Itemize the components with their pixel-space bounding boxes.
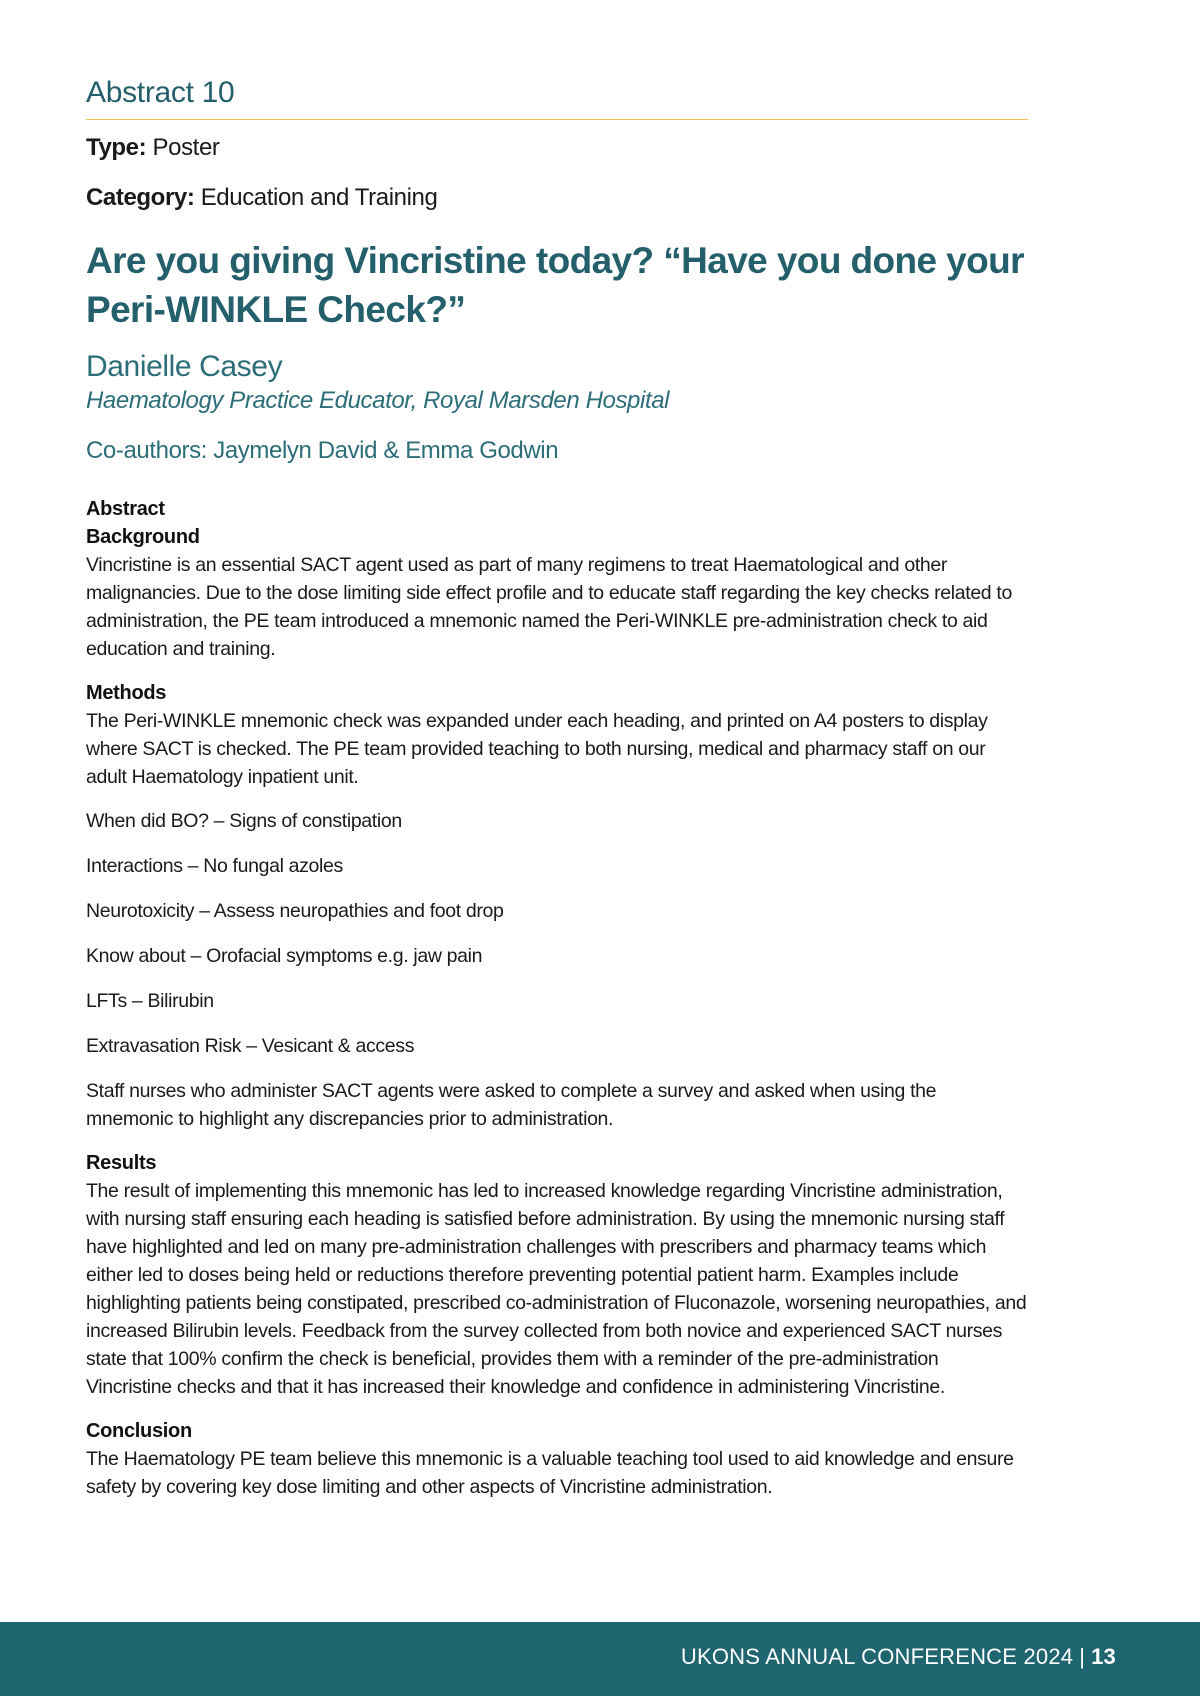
abstract-heading: Abstract (86, 498, 165, 520)
conclusion-text: The Haematology PE team believe this mnemonic is a valuable teaching tool used to aid knowledge and ensure safety by covering key dose limiting and other aspects of Vincristine administration. (86, 1448, 1014, 1498)
author-name: Danielle Casey (86, 350, 283, 383)
author-affiliation: Haematology Practice Educator, Royal Marsden Hospital (86, 387, 670, 414)
title-line-1: Are you giving Vincristine today? “Have you done your (86, 240, 1024, 281)
coauthors: Co-authors: Jaymelyn David & Emma Godwin (86, 437, 559, 464)
results-heading: Results (86, 1152, 157, 1174)
background-text: Vincristine is an essential SACT agent used as part of many regimens to treat Haematological and other malignancies. Due to the dose limiting side effect profile and to educate staff regarding the key checks related to administration, the PE team introduced a mnemonic named the Peri-WINKLE pre-administration check to aid education and training. (86, 554, 1012, 660)
page-footer (0, 1622, 1200, 1696)
abstract-title (86, 236, 1028, 334)
type-value: Poster (152, 134, 220, 161)
mnemonic-item: Interactions – No fungal azoles (86, 855, 343, 877)
conclusion-heading: Conclusion (86, 1420, 192, 1442)
footer-separator: | (1079, 1644, 1086, 1669)
footer-text (681, 1644, 1116, 1670)
category-value: Education and Training (200, 184, 438, 211)
results-text: The result of implementing this mnemonic has led to increased knowledge regarding Vincristine administration, with nursing staff ensuring each heading is satisfied before administration. By using the mnemonic nursing staff have highlighted and led on many pre-administration challenges with prescribers and pharmacy teams which either led to doses being held or reductions therefore preventing potential patient harm. Examples include highlighting patients being constipated, prescribed co-administration of Fluconazole, worsening neuropathies, and increased Bilirubin levels. Feedback from the survey collected from both novice and experienced SACT nurses state that 100% confirm the check is beneficial, provides them with a reminder of the pre-administration Vincristine checks and that it has increased their knowledge and confidence in administering Vincristine. (86, 1180, 1027, 1398)
conference-name: UKONS ANNUAL CONFERENCE 2024 (680, 1644, 1074, 1669)
category-label: Category: (86, 184, 195, 211)
mnemonic-item: Neurotoxicity – Assess neuropathies and foot drop (86, 900, 504, 922)
type-line (86, 134, 219, 162)
methods-heading: Methods (86, 682, 167, 704)
mnemonic-item: When did BO? – Signs of constipation (86, 810, 402, 832)
title-line-2: Peri-WINKLE Check?” (86, 289, 466, 330)
mnemonic-item: LFTs – Bilirubin (86, 990, 214, 1012)
type-label: Type: (86, 134, 147, 161)
abstract-number: Abstract 10 (86, 76, 235, 109)
background-heading: Background (86, 526, 200, 548)
category-line (86, 184, 437, 212)
survey-text: Staff nurses who administer SACT agents were asked to complete a survey and asked when using the mnemonic to highlight any discrepancies prior to administration. (86, 1080, 937, 1130)
header-divider (86, 119, 1028, 120)
page-number: 13 (1091, 1644, 1116, 1669)
methods-text: The Peri-WINKLE mnemonic check was expanded under each heading, and printed on A4 posters to display where SACT is checked. The PE team provided teaching to both nursing, medical and pharmacy staff on our adult Haematology inpatient unit. (86, 710, 988, 788)
mnemonic-item: Extravasation Risk – Vesicant & access (86, 1035, 415, 1057)
mnemonic-item: Know about – Orofacial symptoms e.g. jaw pain (86, 945, 483, 967)
